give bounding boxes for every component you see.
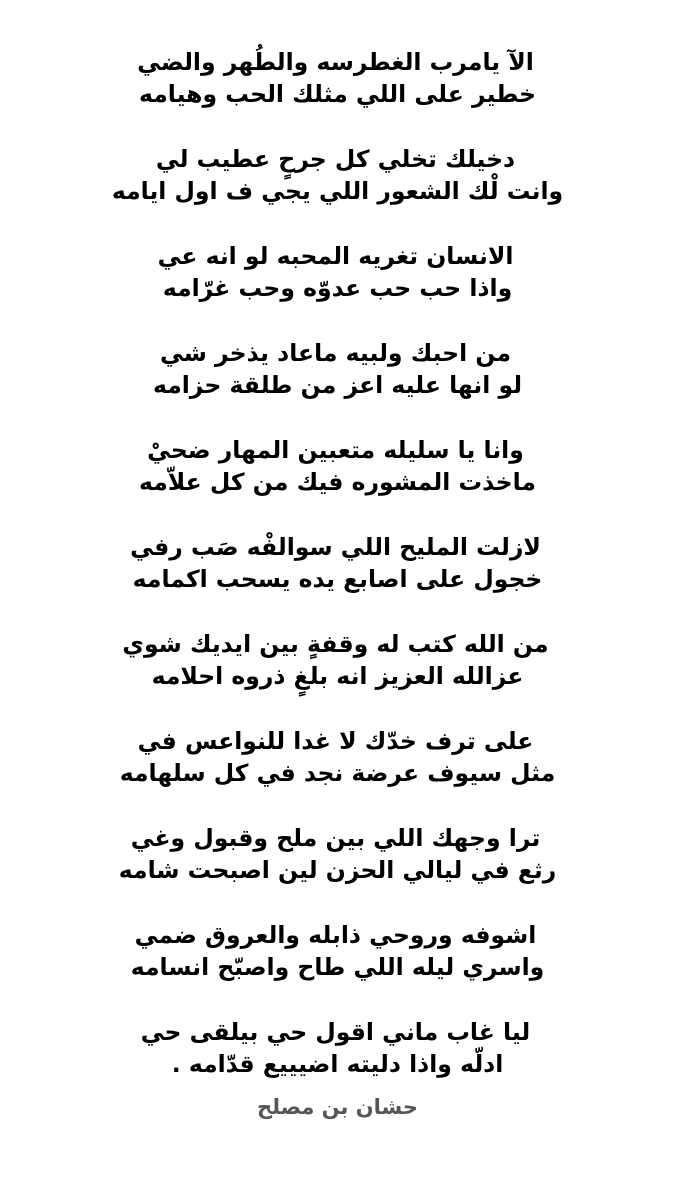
- stanza-8: [0, 725, 675, 822]
- stanza-6: [0, 531, 675, 628]
- stanza-2: [0, 143, 675, 240]
- verse-line: دخيلك تخلي كل جرحٍ عطيب لي: [155, 145, 516, 173]
- verse-line: ماخذت المشوره فيك من كل علاّمه: [139, 468, 536, 496]
- verse-line: لو انها عليه اعز من طلقة حزامه: [152, 371, 523, 399]
- stanza-7: [0, 628, 675, 725]
- verse-line: اشوفه وروحي ذابله والعروق ضمي: [134, 921, 537, 949]
- verse-line: الآ يامرب الغطرسه والطُهر والضي: [137, 48, 534, 76]
- verse-line: خجول على اصابع يده يسحب اكمامه: [132, 565, 543, 593]
- verse-line: من الله كتب له وقفةٍ بين ايديك شوي: [122, 630, 549, 658]
- verse-line: مثل سيوف عرضة نجد في كل سلهامه: [119, 759, 556, 787]
- verse-line: لازلت المليح اللي سوالفْه صَب رفي: [130, 533, 541, 561]
- stanza-9: [0, 822, 675, 919]
- verse-line: على ترف خدّك لا غدا للنواعس في: [137, 727, 534, 755]
- verse-line: ترا وجهك اللي بين ملح وقبول وغي: [130, 824, 541, 852]
- verse-line: وانت لْك الشعور اللي يجي ف اول ايامه: [111, 177, 564, 205]
- stanza-5: [0, 434, 675, 531]
- author-signature: حشان بن مصلح: [256, 1095, 419, 1119]
- verse-line: ليا غاب ماني اقول حي بيلقى حي: [140, 1018, 531, 1046]
- poem: [0, 46, 675, 1113]
- stanza-10: [0, 919, 675, 1016]
- stanza-1: [0, 46, 675, 143]
- verse-line: ادلّه واذا دليته اضيييع قدّامه .: [171, 1050, 504, 1078]
- verse-line: من احبك ولبيه ماعاد يذخر شي: [159, 339, 512, 367]
- stanza-3: [0, 240, 675, 337]
- verse-line: عزالله العزيز انه بلغٍ ذروه احلامه: [151, 662, 524, 690]
- verse-line: الانسان تغريه المحبه لو انه عي: [157, 242, 514, 270]
- verse-line: واسري ليله اللي طاح واصبّح انسامه: [130, 953, 545, 981]
- verse-line: وانا يا سليله متعبين المهار ضحيْ: [147, 436, 524, 464]
- verse-line: خطير على اللي مثلك الحب وهيامه: [138, 80, 537, 108]
- stanza-4: [0, 337, 675, 434]
- verse-line: رثع في ليالي الحزن لين اصبحت شامه: [118, 856, 557, 884]
- verse-line: واذا حب حب عدوّه وحب غرّامه: [162, 274, 513, 302]
